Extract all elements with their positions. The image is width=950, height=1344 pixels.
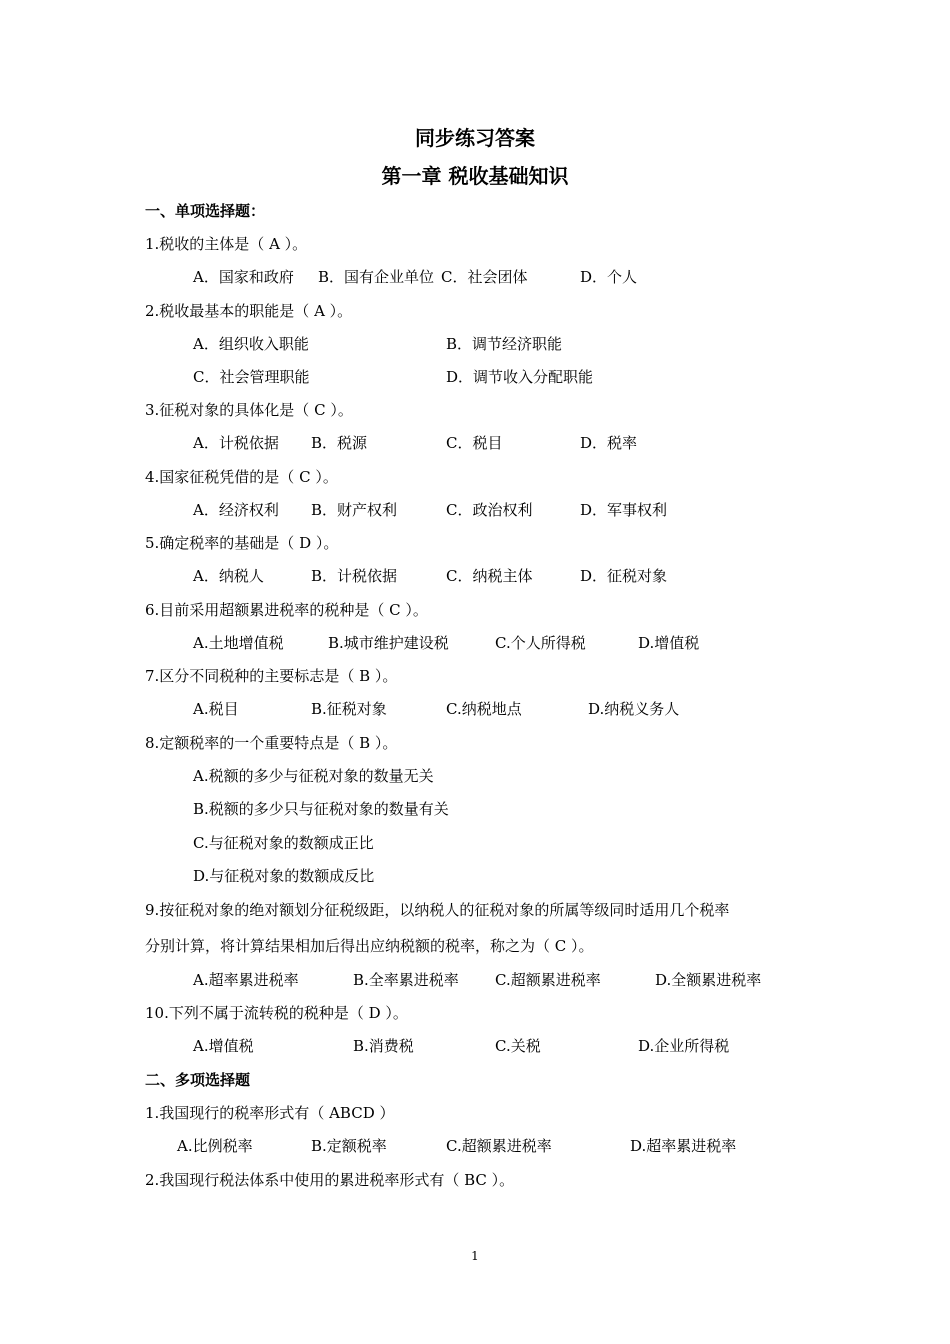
option: D.纳税义务人 [588, 700, 680, 718]
question-6: 6.目前采用超额累进税率的税种是（ C ）。 [145, 601, 428, 619]
option: C.与征税对象的数额成正比 [193, 834, 374, 852]
question-8: 8.定额税率的一个重要特点是（ B ）。 [145, 734, 398, 752]
option: B．税源 [311, 434, 368, 452]
question-9-cont: 分别计算，将计算结果相加后得出应纳税额的税率，称之为（ C ）。 [145, 937, 594, 955]
question-7: 7.区分不同税种的主要标志是（ B ）。 [145, 667, 398, 685]
option: C.关税 [495, 1037, 541, 1055]
option: D.企业所得税 [638, 1037, 730, 1055]
option: B.征税对象 [311, 700, 387, 718]
option: B.城市维护建设税 [328, 634, 449, 652]
option: D.全额累进税率 [655, 971, 762, 989]
option: D.与征税对象的数额成反比 [193, 867, 375, 885]
option: C.个人所得税 [495, 634, 586, 652]
chapter-title: 第一章 税收基础知识 [381, 164, 569, 188]
option: B.税额的多少只与征税对象的数量有关 [193, 800, 449, 818]
section-single-choice: 一、单项选择题： [145, 202, 266, 220]
option: D．调节收入分配职能 [446, 368, 594, 386]
option: A.土地增值税 [193, 634, 284, 652]
option: C．社会管理职能 [193, 368, 310, 386]
option: D．个人 [580, 268, 638, 286]
option: B．调节经济职能 [446, 335, 563, 353]
multi-question-2: 2.我国现行税法体系中使用的累进税率形式有（ BC ）。 [145, 1171, 515, 1189]
multi-question-1: 1.我国现行的税率形式有（ ABCD ） [145, 1104, 395, 1122]
option: D.增值税 [638, 634, 700, 652]
option: A.超率累进税率 [193, 971, 299, 989]
option: C.纳税地点 [446, 700, 522, 718]
page-number: 1 [471, 1249, 479, 1263]
option: A．组织收入职能 [193, 335, 309, 353]
option: A.税目 [193, 700, 239, 718]
option: B．国有企业单位 [318, 268, 435, 286]
option: A．国家和政府 [193, 268, 294, 286]
section-multiple-choice: 二、多项选择题 [145, 1071, 251, 1089]
option: D．税率 [580, 434, 638, 452]
option: D．军事权利 [580, 501, 668, 519]
option: A.比例税率 [177, 1137, 253, 1155]
option: B.定额税率 [311, 1137, 387, 1155]
option: B.全率累进税率 [353, 971, 459, 989]
option: C.超额累进税率 [495, 971, 601, 989]
option: A.税额的多少与征税对象的数量无关 [193, 767, 434, 785]
option: A．计税依据 [193, 434, 279, 452]
option: A．经济权利 [193, 501, 279, 519]
option: D.超率累进税率 [630, 1137, 737, 1155]
option: C．政治权利 [446, 501, 533, 519]
question-2: 2.税收最基本的职能是（ A ）。 [145, 302, 353, 320]
option: A.增值税 [193, 1037, 254, 1055]
question-10: 10.下列不属于流转税的税种是（ D ）。 [145, 1004, 408, 1022]
option: C．税目 [446, 434, 503, 452]
option: C．社会团体 [441, 268, 528, 286]
question-5: 5.确定税率的基础是（ D ）。 [145, 534, 339, 552]
option: C.超额累进税率 [446, 1137, 552, 1155]
question-9: 9.按征税对象的绝对额划分征税级距，以纳税人的征税对象的所属等级同时适用几个税率 [145, 901, 730, 919]
question-3: 3.征税对象的具体化是（ C ）。 [145, 401, 353, 419]
option: B．财产权利 [311, 501, 398, 519]
option: D．征税对象 [580, 567, 668, 585]
option: B.消费税 [353, 1037, 414, 1055]
page-title: 同步练习答案 [415, 126, 535, 150]
question-1: 1.税收的主体是（ A ）。 [145, 235, 308, 253]
option: C．纳税主体 [446, 567, 533, 585]
option: B．计税依据 [311, 567, 398, 585]
question-4: 4.国家征税凭借的是（ C ）。 [145, 468, 338, 486]
option: A．纳税人 [193, 567, 264, 585]
